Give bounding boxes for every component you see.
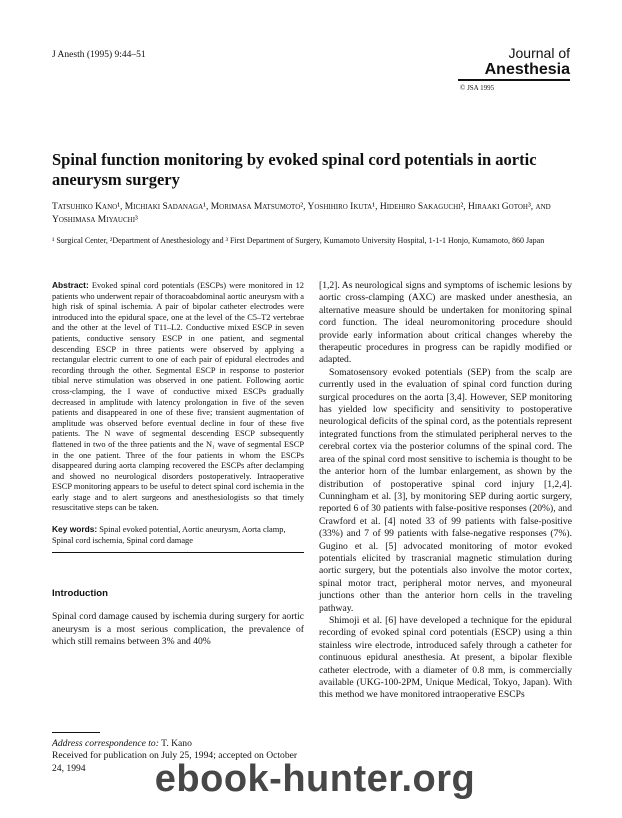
watermark-text: ebook-hunter.org	[154, 758, 476, 800]
article-authors: Tatsuhiko Kano¹, Michiaki Sadanaga¹, Morimasa Matsumoto², Yoshihiro Ikuta¹, Hidehiro Sakaguchi², Hiraaki Gotoh³, and Yoshimasa Miyauchi³	[52, 202, 551, 225]
left-column	[52, 280, 304, 648]
footnote-rule	[52, 732, 100, 733]
abstract	[52, 280, 304, 514]
received-dates: Received for publication on July 25, 1994; accepted on October 24, 1994	[52, 750, 298, 774]
keywords-label: Key words:	[52, 524, 98, 535]
journal-name-line1: Journal of	[508, 45, 570, 61]
journal-citation: J Anesth (1995) 9:44–51	[52, 50, 146, 60]
article-title: Spinal function monitoring by evoked spinal cord potentials in aortic aneurysm surgery	[52, 150, 537, 189]
introduction-text: Spinal cord damage caused by ischemia during surgery for aortic aneurysm is a most serious complication, the prevalence of which still remains between 3% and 40%	[52, 611, 304, 648]
abstract-divider	[52, 552, 304, 553]
correspondence	[52, 738, 304, 750]
body-paragraph-3: Shimoji et al. [6] have developed a technique for the epidural recording of evoked spinal cord potentials (ESCP) using a thin stainless wire electrode, introduced safely through a catheter for continuous epidural anesthesia. At present, a bipolar flexible catheter electrode, with a diameter of 0.8 mm, is commercially available (UKG-100-2PM, Unique Medical, Tokyo, Japan). With this method we have monitored intraoperative ESCPs	[319, 614, 572, 701]
journal-name-line2: Anesthesia	[484, 61, 570, 78]
correspondence-label: Address correspondence to:	[52, 738, 159, 749]
abstract-label: Abstract:	[52, 280, 89, 290]
introduction-heading: Introduction	[52, 588, 108, 600]
keywords	[52, 524, 304, 546]
right-column	[319, 280, 572, 702]
journal-logo-rule	[458, 79, 570, 81]
correspondence-name: T. Kano	[161, 738, 192, 749]
article-affiliation: ¹ Surgical Center, ²Department of Anesthesiology and ³ First Department of Surgery, Kumamoto University Hospital, 1-1-1 Honjo, Kumamoto, 860 Japan	[52, 236, 545, 245]
keywords-text: Spinal evoked potential, Aortic aneurysm, Aorta clamp, Spinal cord ischemia, Spinal cord damage	[52, 525, 286, 545]
body-paragraph-2: Somatosensory evoked potentials (SEP) from the scalp are currently used in the evaluation of spinal cord function during surgical procedures on the aorta [3,4]. However, SEP monitoring has yielded low specificity and sensitivity to postoperative neurological deficits of the spinal cord, as the potentials represent integrated functions from the stimulated peripheral nerves to the cerebral cortex via the posterior columns of the spinal cord. The area of the spinal cord most sensitive to ischemia is thought to be the anterior horn of the lumbar enlargement, as shown by the distribution of postoperative spinal cord injury [1,2,4]. Cunningham et al. [3], by monitoring SEP during aortic surgery, reported 6 of 30 patients with false-positive responses (20%), and Crawford et al. [4] noted 33 of 99 patients with false-positive (33%) and 7 of 99 patients with false-negative responses (7%). Gugino et al. [5] advocated monitoring of motor evoked potentials elicited by trascranial magnetic stimulation during aortic surgery, but the potentials also involve the motor cortex, spinal motor tract, peripheral motor nerves, and myoneural junctions other than the anterior horn cells in the traveling pathway.	[319, 366, 572, 614]
body-paragraph-1: [1,2]. As neurological signs and symptoms of ischemic lesions by aortic cross-clamping (AXC) are masked under anesthesia, an alternative measure should be undertaken for monitoring spinal cord function. The ideal neuromonitoring procedure should provide early information about critical changes whereby the therapeutic procedures in progress can be rapidly modified or adapted.	[319, 280, 572, 366]
abstract-text: Evoked spinal cord potentials (ESCPs) were monitored in 12 patients who underwent repair of thoracoabdominal aortic aneurysm with a high risk of spinal ischemia. A pair of bipolar catheter electrodes were introduced into the epidural space, one at the level of the C5–T2 vertebrae and the other at the level of T11–L2. Conductive mixed ESCP in seven patients, conductive sensory ESCP in one patient, and segmental descending ESCP in three patients were observed by applying a rectangular electric current to one of each pair of epidural electrodes and recording through the other. Segmental ESCP in response to posterior tibial nerve stimulation was observed in one patient. Following aortic cross-clamping, the I wave of conductive mixed ESCPs gradually decreased in amplitude with latency prolongation in five of the seven patients and disappeared in one of these five; transient augmentation of amplitude was observed before eventual decline in four of these five patients. The N wave of segmental descending ESCP subsequently flattened in two of the three patients and the N₁ wave of segmental ESCP in the one patient. Three of the four patients in whom the ESCPs disappeared during aorta clamping recovered the ESCPs after declamping and showed no neurological disorders postoperatively. Intraoperative ESCP monitoring appears to be useful to detect spinal cord ischemia in the early stage and to alert surgeons and anesthesiologists so that timely resuscitative steps can be taken.	[52, 281, 304, 513]
journal-copyright: © JSA 1995	[460, 84, 495, 92]
journal-logo	[458, 46, 570, 92]
